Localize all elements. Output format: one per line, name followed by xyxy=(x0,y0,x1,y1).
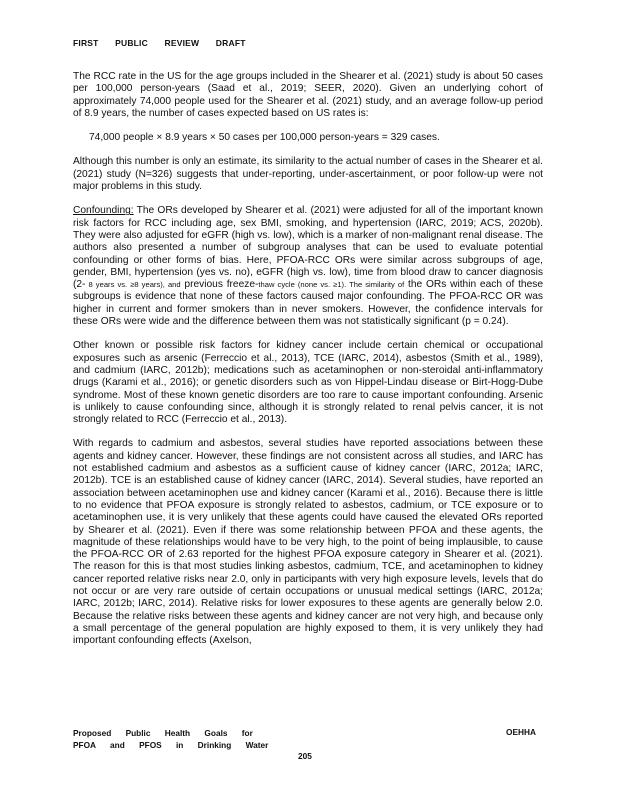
expected-cases-equation: 74,000 people × 8.9 years × 50 cases per 100,000 person-years = 329 cases. xyxy=(89,132,440,144)
paragraph-cadmium-asbestos: With regards to cadmium and asbestos, several studies have reported associations between these agents and kidney cancer. However, these findings are not consistent across all studies, and IARC has not established cadmium and asbestos as a sufficient cause of kidney cancer (IARC, 2012a; IARC, 2012b). TCE is an established cause of kidney cancer (IARC, 2014). Several studies, have reported an association between acetaminophen use and kidney cancer (Karami et al., 2016). Because there is little to no evidence that PFOA exposure is strongly related to asbestos, cadmium, or TCE exposure or to acetaminophen use, it is very unlikely that these agents could have caused the elevated ORs reported by Shearer et al. (2021). Even if there was some relationship between PFOA and these agents, the magnitude of these relationships would have to be very high, to the point of being implausible, to cause the PFOA-RCC OR of 2.63 reported for the highest PFOA exposure category in Shearer et al. (2021). The reason for this is that most studies linking asbestos, cadmium, TCE, and acetaminophen to kidney cancer reported relative risks near 2.0, only in participants with very high exposure levels, levels that do not occur or are very rare outside of certain occupations or unusual medical settings (IARC, 2012a; IARC, 2012b; IARC, 2014). Relative risks for lower exposures to these agents are generally below 2.0. Because the relative risks between these agents and kidney cancer are not very high, and because only a small percentage of the general population are highly exposed to them, it is very unlikely they had important confounding effects (Axelson, xyxy=(73,438,543,647)
confounding-small-text-2: thaw cycle (none vs. ≥1). The similarity of xyxy=(258,280,405,290)
footer-line-1: Proposed Public Health Goals for xyxy=(73,728,253,738)
confounding-text-b: previous freeze- xyxy=(180,279,259,291)
confounding-small-text: 8 years vs. ≥8 years), and xyxy=(85,280,181,290)
confounding-heading: Confounding: xyxy=(73,205,134,217)
header-draft-label: FIRST PUBLIC REVIEW DRAFT xyxy=(73,38,246,48)
paragraph-confounding xyxy=(73,205,543,328)
footer-line-2: PFOA and PFOS in Drinking Water xyxy=(73,740,269,750)
page-number: 205 xyxy=(298,751,312,761)
paragraph-risk-factors: Other known or possible risk factors for kidney cancer include certain chemical or occupational exposures such as arsenic (Ferreccio et al., 2013), TCE (IARC, 2014), asbestos (Smith et al., 1989), and cadmium (IARC, 2012b); medications such as acetaminophen or non-steroidal anti-inflammatory drugs (Karami et al., 2016); or genetic disorders such as von Hippel-Lindau disease or Birt-Hogg-Dube syndrome. Most of these known genetic disorders are too rare to cause important confounding. Arsenic is unlikely to cause confounding since, although it is strongly related to renal pelvis cancer, it is not strongly related to RCC (Ferreccio et al., 2013). xyxy=(73,340,543,426)
paragraph-estimate: Although this number is only an estimate, its similarity to the actual number of cases in the Shearer et al. (2021) study (N=326) suggests that under-reporting, under-ascertainment, or poor follow-up were not major problems in this study. xyxy=(73,156,543,193)
document-body xyxy=(73,71,543,659)
confounding-text-a: The ORs developed by Shearer et al. (2021) were adjusted for all of the important known risk factors for RCC including age, sex BMI, smoking, and hypertension (IARC, 2019; ACS, 2020b). They were also adjusted for eGFR (high vs. low), which is a marker of non-malignant renal disease. The authors also presented a number of subgroup analyses that can be used to evaluate potential confounding or other forms of bias. Here, PFOA-RCC ORs were similar across subgroups of age, gender, BMI, hypertension (yes vs. no), eGFR (high vs. low), time from blood draw to cancer diagnosis (2- xyxy=(73,205,543,291)
footer-org: OEHHA xyxy=(506,727,536,737)
paragraph-rcc-rate: The RCC rate in the US for the age groups included in the Shearer et al. (2021) study is about 50 cases per 100,000 person-years (Saad et al., 2019; SEER, 2020). Given an underlying cohort of approximately 74,000 people used for the Shearer et al. (2021) study, and an average follow-up period of 8.9 years, the number of cases expected based on US rates is: xyxy=(73,71,543,119)
confounding-text-c: the ORs within each of these subgroups is evidence that none of these factors caused major confounding. The PFOA-RCC OR was higher in current and former smokers than in never smokers. However, the confidence intervals for these ORs were wide and the difference between them was not statistically significant (p = 0.24). xyxy=(73,279,544,328)
footer-title xyxy=(73,727,268,751)
